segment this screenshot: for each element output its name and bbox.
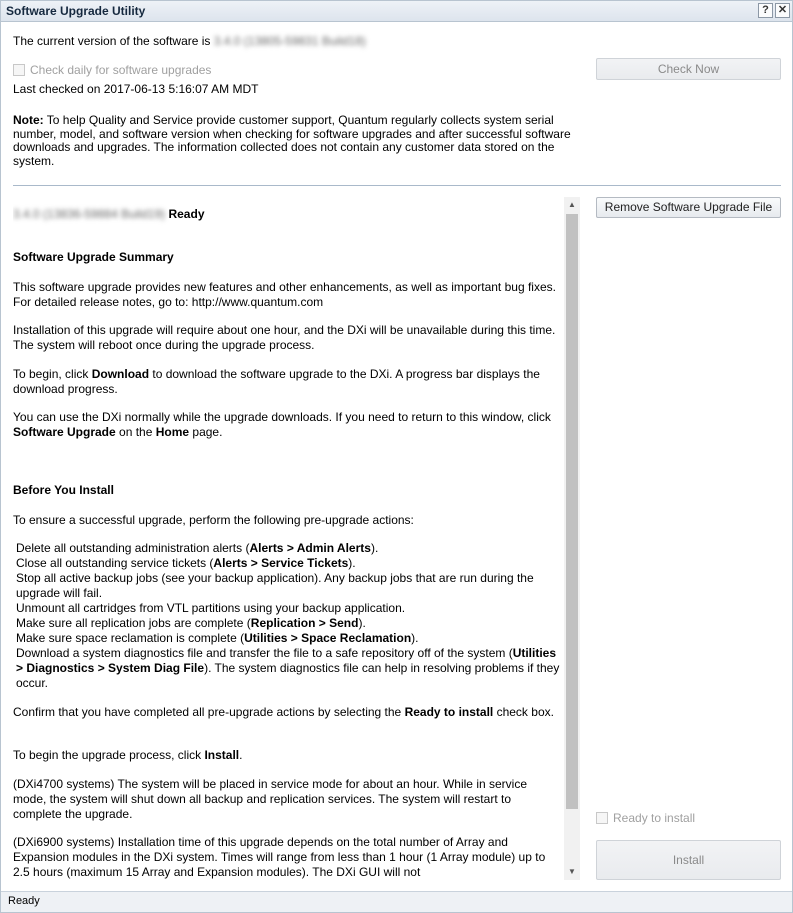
check-daily-checkbox[interactable]	[13, 64, 25, 76]
status-text: Ready	[8, 895, 40, 907]
install-button[interactable]: Install	[596, 840, 781, 880]
ready-to-install-label: Ready to install	[613, 811, 696, 825]
last-checked-text: Last checked on 2017-06-13 5:16:07 AM MDT	[13, 82, 259, 96]
summary-paragraph-4	[13, 410, 561, 440]
upgrade-file-version: 3.4.0 (13836-59884 Build19)	[13, 207, 166, 221]
check-daily-label: Check daily for software upgrades	[30, 63, 212, 77]
check-daily-option[interactable]	[13, 63, 211, 77]
summary-paragraph-3	[13, 367, 561, 397]
list-item: Unmount all cartridges from VTL partitions using your backup application.	[16, 601, 406, 615]
current-version-line	[13, 34, 366, 48]
check-now-button[interactable]: Check Now	[596, 58, 781, 80]
dxi6900-paragraph: (DXi6900 systems) Installation time of this upgrade depends on the total number of Array and Expansion modules in the DXi system. Times will range from less than 1 hour (1 Array module) up to 2.5 hours (maximum 15 Array and Expansion modules). The DXi GUI will not	[13, 835, 546, 879]
p4-text-3: page.	[189, 425, 223, 439]
list-item: Make sure space reclamation is complete (Utilities > Space Reclamation).	[16, 631, 419, 645]
window-title: Software Upgrade Utility	[6, 4, 146, 18]
p4-text-1: You can use the DXi normally while the upgrade downloads. If you need to return to this window, click	[13, 410, 551, 424]
close-icon[interactable]: ✕	[775, 3, 790, 18]
list-item: Delete all outstanding administration alerts (Alerts > Admin Alerts).	[16, 541, 379, 555]
privacy-note	[13, 114, 588, 168]
release-notes-pane[interactable]	[13, 197, 580, 880]
pre-upgrade-intro: To ensure a successful upgrade, perform the following pre-upgrade actions:	[13, 513, 414, 527]
summary-heading: Software Upgrade Summary	[13, 250, 174, 264]
summary-paragraph-1: This software upgrade provides new features and other enhancements, as well as important bug fixes. For detailed release notes, go to: http://www.quantum.com	[13, 280, 556, 309]
help-icon[interactable]: ?	[758, 3, 773, 18]
note-label: Note:	[13, 113, 44, 127]
scroll-down-arrow-icon[interactable]: ▼	[568, 867, 576, 876]
note-text: To help Quality and Service provide customer support, Quantum regularly collects system serial number, model, and software version when checking for software upgrades and after successful software downloads and upgrades. The information collected does not contain any customer data stored on the system.	[13, 113, 571, 168]
status-bar	[1, 891, 792, 912]
scroll-thumb[interactable]	[566, 214, 578, 809]
upgrade-file-status	[13, 207, 205, 222]
title-bar	[1, 1, 792, 22]
release-notes-scrollbar[interactable]	[564, 197, 580, 880]
current-version-label: The current version of the software is	[13, 34, 211, 48]
begin-install-paragraph: To begin the upgrade process, click Install.	[13, 748, 243, 762]
current-version-value: 3.4.0 (13805-59831 Build18)	[213, 34, 366, 48]
p4-text-2: on the	[115, 425, 156, 439]
summary-paragraph-2: Installation of this upgrade will require about one hour, and the DXi will be unavailable during this time. The system will reboot once during the upgrade process.	[13, 323, 556, 352]
pre-upgrade-list	[16, 541, 561, 691]
list-item: Close all outstanding service tickets (Alerts > Service Tickets).	[16, 556, 356, 570]
section-divider	[13, 185, 781, 186]
p3-text-2: to download the software upgrade to the DXi. A progress bar displays the download progress.	[13, 367, 540, 396]
upgrade-ready-status: Ready	[168, 207, 205, 221]
scroll-up-arrow-icon[interactable]: ▲	[568, 200, 576, 209]
p4-software-upgrade: Software Upgrade	[13, 425, 116, 439]
list-item: Stop all active backup jobs (see your backup application). Any backup jobs that are run during the upgrade will fail.	[16, 571, 534, 600]
remove-upgrade-file-button[interactable]: Remove Software Upgrade File	[596, 197, 781, 218]
list-item: Make sure all replication jobs are complete (Replication > Send).	[16, 616, 366, 630]
list-item: Download a system diagnostics file and transfer the file to a safe repository off of the system (Utilities > Diagnostics > System Diag File). The system diagnostics file can help in resolving problems if they occur.	[16, 646, 560, 690]
ready-to-install-checkbox[interactable]	[596, 812, 608, 824]
p4-home: Home	[155, 425, 190, 439]
p3-text-1: To begin, click	[13, 367, 92, 381]
dxi4700-paragraph: (DXi4700 systems) The system will be placed in service mode for about an hour. While in service mode, the system will shut down all backup and replication services. The system will restart to complete the upgrade.	[13, 777, 528, 821]
ready-to-install-option[interactable]	[596, 811, 695, 825]
p3-download: Download	[91, 367, 150, 381]
before-install-heading: Before You Install	[13, 483, 114, 497]
confirm-paragraph: Confirm that you have completed all pre-upgrade actions by selecting the Ready to install check box.	[13, 705, 554, 719]
